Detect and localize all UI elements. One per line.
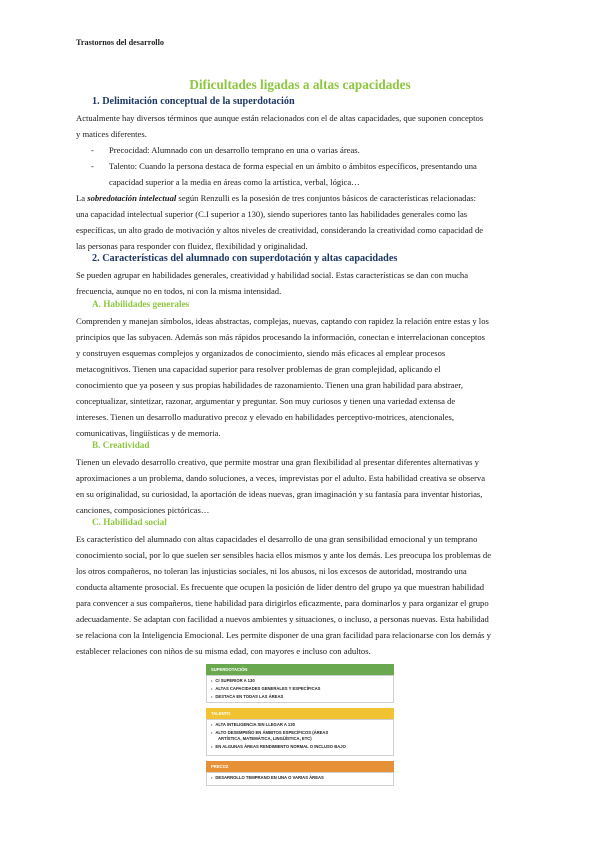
superdotacion-item: • CI SUPERIOR A 130: [211, 678, 255, 683]
subsection-c-line-4: conducta altamente prosocial. Es frecuente que ocupen la posición de líder dentro del grupo ya que muestran habilidad: [76, 582, 485, 592]
subsection-c-heading: C. Habilidad social: [92, 517, 167, 527]
subsection-c-line-2: conocimiento social, por lo que suelen ser sensibles hacia ellos mismos y ante los demás. Les preocupa los problemas de: [76, 550, 492, 560]
subsection-c-line-3: los otros compañeros, no toleran las injusticias sociales, ni los abusos, ni los excesos de autoridad, mostrando una: [76, 566, 467, 576]
renzulli-line-1: La sobredotación intelectual según Renzulli es la posesión de tres conjuntos básicos de características relacionadas:: [76, 193, 476, 203]
subsection-a-line-8: comunicativas, lingüísticas y de memoria.: [76, 428, 221, 438]
subsection-a-line-6: conceptualizar, sintetizar, razonar, argumentar y preguntar. Son muy curiosos y tienen una variedad extensa de: [76, 396, 456, 406]
subsection-a-line-2: principios que las subyacen. Además son más rápidos procesando la información, conectan e interrelacionan conceptos: [76, 332, 486, 342]
talento-item: • ALTA INTELIGENCIA SIN LLEGAR A 130: [211, 722, 295, 727]
subsection-a-line-4: metacognitivos. Tienen una capacidad superior para resolver problemas de gran complejidad, aplicando el: [76, 364, 441, 374]
running-header: Trastornos del desarrollo: [76, 38, 164, 47]
list-item-dash: -: [91, 161, 94, 171]
document-title: Dificultades ligadas a altas capacidades: [189, 77, 411, 92]
list-item-talento-line-1: Talento: Cuando la persona destaca de forma especial en un ámbito o ámbitos específicos, presentando una: [109, 161, 477, 171]
section-2-intro-line-1: Se pueden agrupar en habilidades generales, creatividad y habilidad social. Estas características se dan con mucha: [76, 270, 469, 280]
subsection-c-line-6: adecuadamente. Se adaptan con facilidad a nuevos ambientes y situaciones, o incluso, a personas nuevas. Esta habilidad: [76, 614, 489, 624]
subsection-b-heading: B. Creatividad: [92, 440, 150, 450]
subsection-b-line-3: en su originalidad, su curiosidad, la aportación de ideas nuevas, gran imaginación y su fantasía para inventar historias,: [76, 489, 483, 499]
renzulli-line-2: una capacidad intelectual superior (C.I superior a 130), siendo superiores tanto las habilidades generales como las: [76, 209, 468, 219]
talento-item-continuation: ARTÍSTICA, MATEMÁTICA, LINGÜÍSTICA, ETC): [218, 736, 312, 741]
precoz-item: • DESARROLLO TEMPRANO EN UNA O VARIAS ÁREAS: [211, 775, 324, 780]
subsection-b-line-1: Tienen un elevado desarrollo creativo, que permite mostrar una gran flexibilidad al presentar diferentes alternativas y: [76, 457, 479, 467]
talento-item: • EN ALGUNAS ÁREAS RENDIMIENTO NORMAL O INCLUSO BAJO: [211, 744, 346, 749]
section-1-intro-line-2: y matices diferentes.: [76, 129, 147, 139]
superdotacion-item: • DESTACA EN TODAS LAS ÁREAS: [211, 694, 284, 699]
subsection-c-line-7: se relaciona con la Inteligencia Emocional. Les permite disponer de una gran facilidad para relacionarse con los demás y: [76, 630, 491, 640]
subsection-b-line-2: aproximaciones a un problema, dando soluciones, a veces, imprevistas por el adulto. Esta habilidad creativa se observa: [76, 473, 486, 483]
section-2-intro-line-2: frecuencia, aunque no en todos, ni con la misma intensidad.: [76, 286, 282, 296]
subsection-a-line-7: intereses. Tienen un desarrollo madurativo precoz y elevado en habilidades perceptivo-motrices, atencionales,: [76, 412, 454, 422]
subsection-c-line-1: Es característico del alumnado con altas capacidades el desarrollo de una gran sensibilidad emocional y un temprano: [76, 534, 478, 544]
subsection-a-line-1: Comprenden y manejan símbolos, ideas abstractas, complejas, nuevas, captando con rapidez la relación entre estas y los: [76, 316, 489, 326]
renzulli-line-3: específicas, un alto grado de motivación y altos niveles de creatividad, considerando la creatividad como capacidad de: [76, 225, 484, 235]
list-item-precocidad: Precocidad: Alumnado con un desarrollo temprano en una o varias áreas.: [109, 145, 360, 155]
superdotacion-item: • ALTAS CAPACIDADES GENERALES Y ESPECÍFICAS: [211, 686, 321, 691]
section-2-heading: 2. Características del alumnado con superdotación y altas capacidades: [92, 253, 398, 264]
renzulli-term: sobredotación intelectual: [87, 193, 177, 203]
renzulli-line-4: las personas para responder con fluidez, flexibilidad y originalidad.: [76, 241, 308, 251]
section-1-intro-line-1: Actualmente hay diversos términos que aunque están relacionados con el de altas capacidades, que suponen conceptos: [76, 113, 484, 123]
subsection-a-line-3: y construyen esquemas complejos y organizados de conocimiento, siendo más eficaces al emplear procesos: [76, 348, 446, 358]
list-item-dash: -: [91, 145, 94, 155]
superdotacion-header: SUPERDOTACIÓN: [206, 664, 394, 675]
precoz-header: PRECOZ: [206, 761, 394, 772]
subsection-b-line-4: canciones, composiciones pictóricas…: [76, 505, 210, 515]
capacities-diagram: [202, 664, 398, 815]
subsection-a-heading: A. Habilidades generales: [92, 299, 190, 309]
talento-header: TALENTO: [206, 708, 394, 719]
list-item-talento-line-2: capacidad superior a la media en áreas como la artística, verbal, lógica…: [109, 177, 360, 187]
subsection-c-line-8: establecer relaciones con niños de su misma edad, con mayores e incluso con adultos.: [76, 646, 371, 656]
talento-item: • ALTO DESEMPEÑO EN ÁMBITOS ESPECÍFICOS (ÁREAS: [211, 730, 329, 735]
subsection-a-line-5: conocimiento que ya poseen y sus propias habilidades de razonamiento. Tienen una gran habilidad para abstraer,: [76, 380, 463, 390]
subsection-c-line-5: para convencer a sus compañeros, tiene habilidad para dirigirlos eficazmente, para dominarlos y para organizar el grupo: [76, 598, 489, 608]
section-1-heading: 1. Delimitación conceptual de la superdotación: [92, 96, 295, 107]
